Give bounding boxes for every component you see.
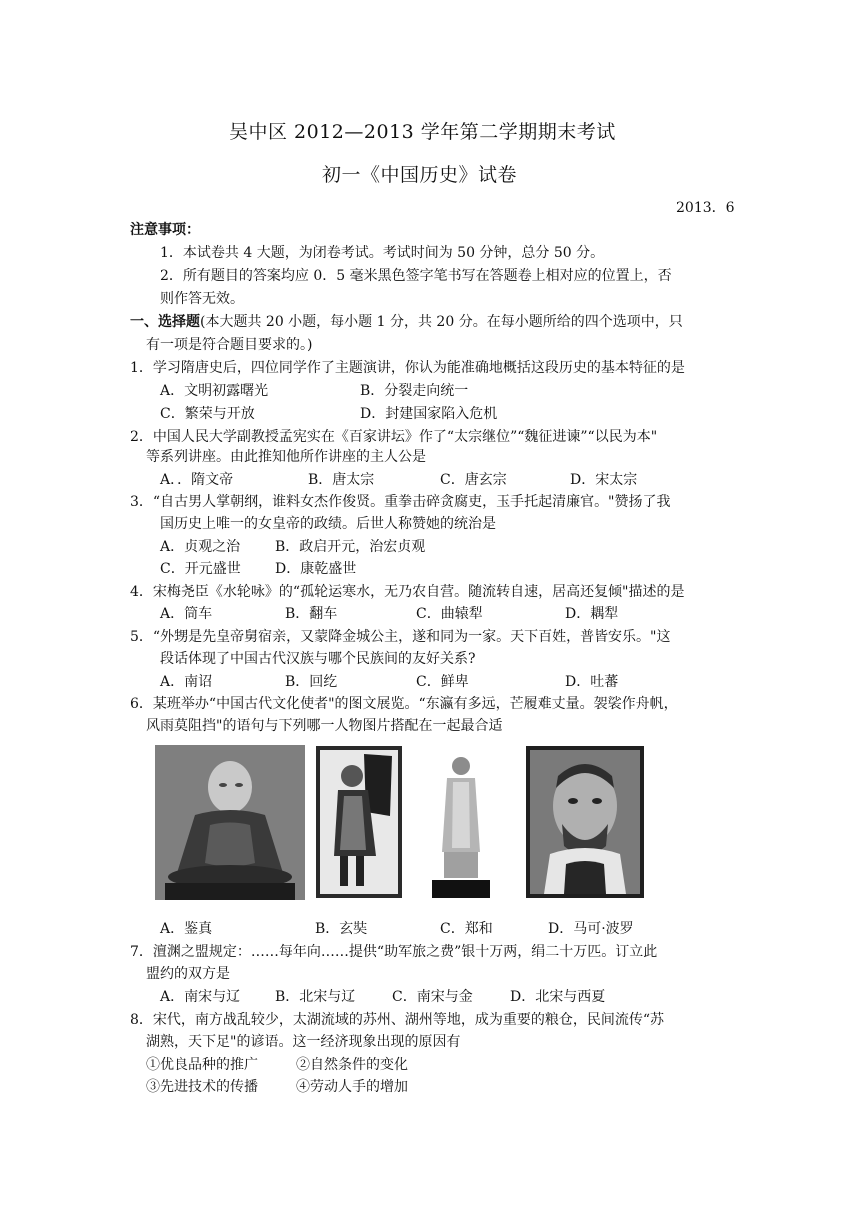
question-5-option-c: C．鲜卑 — [416, 674, 469, 690]
question-2-option-b: B．唐太宗 — [308, 472, 375, 488]
notice-heading: 注意事项： — [130, 222, 200, 238]
question-4-option-d: D．耦犁 — [565, 606, 619, 622]
question-8-item-1: ①优良品种的推广 — [146, 1057, 258, 1073]
question-6-option-a: A．鉴真 — [160, 921, 213, 937]
question-8-item-4: ④劳动人手的增加 — [296, 1079, 408, 1095]
section-heading-label: 一、选择题 — [130, 314, 200, 330]
question-7-stem: 7．澶渊之盟规定：……每年向……提供“助军旅之费”银十万两，绢二十万匹。订立此 — [130, 944, 658, 960]
question-2-option-d: D．宋太宗 — [570, 472, 638, 488]
question-5-option-a: A．南诏 — [160, 674, 213, 690]
question-7-stem-cont: 盟约的双方是 — [146, 966, 230, 982]
question-4-option-b: B．翻车 — [285, 606, 338, 622]
question-4-stem: 4．宋梅尧臣《水轮咏》的“孤轮运寒水，无乃农自营。随流转自速，居高还复倾"描述的是 — [130, 584, 685, 600]
section-description-cont: 有一项是符合题目要求的。) — [146, 337, 313, 353]
question-4-option-a: A．筒车 — [160, 606, 213, 622]
question-1-option-c: C．繁荣与开放 — [160, 406, 255, 422]
zhenghe-statue-photo — [430, 752, 492, 898]
notice-line-2-cont: 则作答无效。 — [160, 291, 244, 307]
xuanzang-painting-photo — [316, 746, 402, 898]
question-5-stem: 5．“外甥是先皇帝舅宿亲，又蒙降金城公主，遂和同为一家。天下百姓，普皆安乐。"这 — [130, 629, 671, 645]
section-heading-choice — [130, 312, 683, 332]
question-7-option-c: C．南宋与金 — [392, 989, 473, 1005]
question-1-option-a: A．文明初露曙光 — [160, 383, 269, 399]
question-3-option-d: D．康乾盛世 — [275, 561, 357, 577]
question-8-stem: 8．宋代，南方战乱较少，太湖流域的苏州、湖州等地，成为重要的粮仓，民间流传“苏 — [130, 1012, 665, 1028]
question-1-option-d: D．封建国家陷入危机 — [360, 406, 498, 422]
question-3-option-a: A．贞观之治 — [160, 539, 241, 555]
question-5-option-d: D．吐蕃 — [565, 674, 619, 690]
notice-line-2: 2．所有题目的答案均应 0．5 毫米黑色签字笔书写在答题卷上相对应的位置上，否 — [160, 268, 672, 284]
question-6-stem: 6．某班举办“中国古代文化使者"的图文展览。“东瀛有多远，芒履难丈量。袈裟作舟帆， — [130, 696, 678, 712]
question-1-stem: 1．学习隋唐史后，四位同学作了主题演讲，你认为能准确地概括这段历史的基本特征的是 — [130, 360, 685, 376]
question-8-stem-cont: 湖熟，天下足"的谚语。这一经济现象出现的原因有 — [146, 1034, 461, 1050]
question-7-option-a: A．南宋与辽 — [160, 989, 241, 1005]
section-description: (本大题共 20 小题，每小题 1 分，共 20 分。在每小题所给的四个选项中，只 — [200, 314, 683, 330]
question-8-item-2: ②自然条件的变化 — [296, 1057, 408, 1073]
question-2-option-c: C．唐玄宗 — [440, 472, 507, 488]
question-5-stem-cont: 段话体现了中国古代汉族与哪个民族间的友好关系? — [160, 651, 476, 667]
question-6-option-d: D．马可·波罗 — [548, 921, 634, 937]
question-2-stem: 2．中国人民大学副教授孟宪实在《百家讲坛》作了“太宗继位”“魏征进谏”“以民为本" — [130, 429, 658, 445]
question-7-option-d: D．北宋与西夏 — [510, 989, 606, 1005]
question-5-option-b: B．回纥 — [285, 674, 338, 690]
marco-polo-portrait-photo — [526, 746, 644, 898]
question-3-stem: 3．“自古男人掌朝纲，谁料女杰作俊贤。重拳击碎贪腐吏，玉手托起清廉官。"赞扬了我 — [130, 494, 671, 510]
notice-line-1: 1．本试卷共 4 大题，为闭卷考试。考试时间为 50 分钟，总分 50 分。 — [160, 245, 605, 261]
question-2-stem-cont: 等系列讲座。由此推知他所作讲座的主人公是 — [146, 449, 426, 465]
question-2-option-a: A．．隋文帝 — [160, 472, 234, 488]
question-3-option-b: B．政启开元，治宏贞观 — [275, 539, 426, 555]
question-3-stem-cont: 国历史上唯一的女皇帝的政绩。后世人称赞她的统治是 — [160, 516, 496, 532]
exam-subtitle: 初一《中国历史》试卷 — [322, 164, 518, 186]
exam-date: 2013．6 — [676, 200, 735, 216]
question-1-option-b: B．分裂走向统一 — [360, 383, 469, 399]
question-3-option-c: C．开元盛世 — [160, 561, 241, 577]
question-6-stem-cont: 风雨莫阻挡"的语句与下列哪一人物图片搭配在一起最合适 — [146, 718, 503, 734]
jianzhen-statue-photo — [155, 745, 305, 900]
question-7-option-b: B．北宋与辽 — [275, 989, 356, 1005]
question-6-option-b: B．玄奘 — [315, 921, 368, 937]
exam-title: 吴中区 2012—2013 学年第二学期期末考试 — [229, 121, 616, 143]
question-6-option-c: C．郑和 — [440, 921, 493, 937]
question-4-option-c: C．曲辕犁 — [416, 606, 483, 622]
question-8-item-3: ③先进技术的传播 — [146, 1079, 258, 1095]
